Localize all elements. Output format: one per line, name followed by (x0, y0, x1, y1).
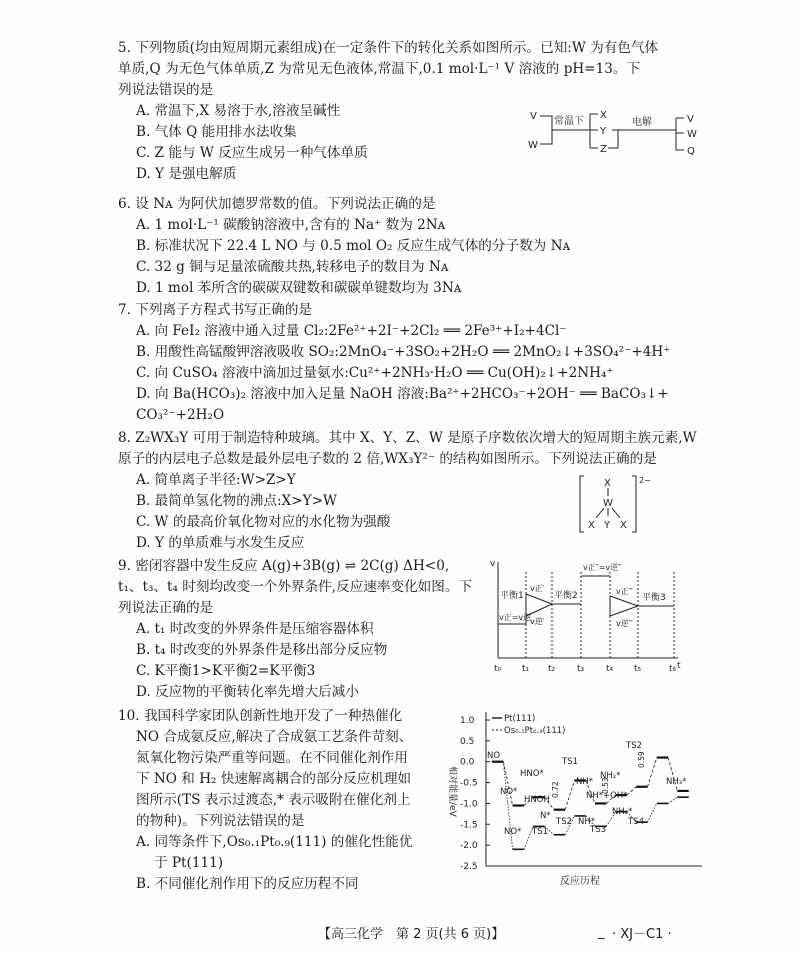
pt-connector (648, 758, 657, 787)
q9-stem-line2: t₁、t₃、t₄ 时刻均改变一个外界条件,反应速率变化如图。下 (118, 579, 473, 595)
q8-stem-line1: 8. Z₂WX₃Y 可用于制造特种玻璃。其中 X、Y、Z、W 是原子序数依次增大的短周期主族元素,W (118, 430, 697, 446)
q7-stem: 7. 下列离子方程式书写正确的是 (118, 302, 313, 318)
q5-diagram-v-in: V (530, 111, 537, 122)
q9-eq1-label: 平衡1 (500, 591, 524, 601)
q9-option-b: B. t₄ 时改变的外界条件是移出部分反应物 (136, 642, 388, 658)
species-os-nh: NH* (578, 817, 595, 827)
species-os-ts2: TS2 (556, 817, 572, 827)
q7-option-c: C. 向 CuSO₄ 溶液中滴加过量氨水:Cu²⁺+2NH₃·H₂O ══ Cu(OH)₂↓+2NH₄⁺ (136, 365, 614, 381)
species-hnoh: HNOH (524, 795, 550, 805)
q10-option-a-line2: 于 Pt(111) (154, 855, 224, 871)
species-nh-oh: NH*+OH* (586, 791, 628, 801)
q10-stem-line3: 氮氧化物污染严重等问题。在不同催化剂作用 (136, 750, 408, 766)
species-os-ts4: TS4 (628, 817, 644, 827)
footer-page-info: 【高三化学 第 2 页(共 6 页)】 (318, 927, 505, 942)
energy-ytick-label: 0.5 (460, 736, 475, 747)
q5-diagram-cond1: 常温下 (554, 116, 584, 127)
ospt-connector (668, 797, 677, 803)
q9-tick-t5: t₅ (634, 664, 642, 674)
q8-stem-line2: 原子的内层电子总数是最外层电子数的 2 倍,WX₃Y²⁻ 的结构如图所示。下列说法正确的是 (118, 451, 657, 467)
q9-tick-t1: t₁ (522, 664, 530, 674)
q9-tick-t4: t₄ (606, 664, 614, 674)
q8-option-a: A. 简单离子半径:W>Z>Y (136, 472, 296, 488)
q5-diagram-z: Z (600, 144, 607, 155)
energy-ytick-label: 1.0 (460, 716, 475, 726)
q8-atom-mid: Y (604, 520, 611, 531)
q10-stem-line2: NO 合成氨反应,解决了合成氨工艺条件苛刻、 (136, 729, 413, 745)
q8-option-c: C. W 的最高价氧化物对应的水化物为强酸 (136, 514, 391, 530)
question-7 (118, 300, 703, 426)
q6-option-a: A. 1 mol·L⁻¹ 碳酸钠溶液中,含有的 Na⁺ 数为 2Nᴀ (136, 217, 446, 233)
q6-option-c: C. 32 g 铜与足量浓硫酸共热,转移电子的数目为 Nᴀ (136, 259, 449, 275)
q10-option-b: B. 不同催化剂作用下的反应历程不同 (136, 876, 359, 892)
q6-option-d: D. 1 mol 苯所含的碳碳双键数和碳碳单键数均为 3Nᴀ (136, 280, 462, 296)
q10-stem-line4: 下 NO 和 H₂ 快速解离耦合的部分反应机理如 (136, 771, 412, 787)
legend-pt: Pt(111) (504, 714, 536, 724)
pt-connector (503, 762, 512, 806)
energy-xlabel: 反应历程 (560, 876, 600, 887)
q8-atom-center: W (603, 498, 613, 509)
q6-stem: 6. 设 Nᴀ 为阿伏加德罗常数的值。下列说法正确的是 (118, 196, 436, 212)
energy-ytick-label: -2.5 (460, 862, 478, 872)
energy-ytick-label: -1.5 (460, 820, 478, 831)
barrier-3: 0.59 (637, 751, 646, 768)
q8-atom-right: X (620, 520, 627, 531)
q10-option-a-line1: A. 同等条件下,Os₀.₁Pt₀.₉(111) 的催化性能优 (136, 834, 413, 850)
q9-option-a: A. t₁ 时改变的外界条件是压缩容器体积 (136, 621, 374, 637)
q9-vfwd1-label: v正′ (530, 584, 545, 593)
q5-option-a: A. 常温下,X 易溶于水,溶液呈碱性 (136, 103, 341, 119)
q5-option-b: B. 气体 Q 能用排水法收集 (136, 124, 297, 140)
question-6 (118, 194, 703, 299)
energy-ytick-label: -0.5 (460, 778, 478, 789)
q9-eq3-label: 平衡3 (642, 593, 666, 603)
q9-stem-line1: 9. 密闭容器中发生反应 A(g)+3B(g) ⇌ 2C(g) ΔH<0, (118, 558, 450, 574)
q9-rate-chart (486, 556, 686, 678)
q8-atom-left: X (588, 520, 595, 531)
species-ts1: TS1 (562, 757, 578, 767)
q7-option-d-line1: D. 向 Ba(HCO₃)₂ 溶液中加入足量 NaOH 溶液:Ba²⁺+2HCO₃⁻+2OH⁻ ══ BaCO₃↓+ (136, 386, 669, 402)
q5-diagram-q-out: Q (687, 146, 695, 157)
q9-eq2-label: 平衡2 (554, 591, 578, 601)
q8-wx3y-structure (578, 474, 658, 536)
energy-profile-chart (440, 706, 710, 896)
q8-atom-top: X (604, 478, 611, 489)
q8-option-b: B. 最简单氢化物的沸点:X>Y>W (136, 493, 337, 509)
species-no-ads: NO* (500, 787, 518, 797)
question-10 (118, 706, 448, 895)
q9-tick-t2: t₂ (548, 664, 556, 674)
q9-tick-t6: t₆ (669, 664, 677, 674)
species-ts2: TS2 (626, 741, 642, 751)
q9-option-d: D. 反应物的平衡转化率先增大后减小 (136, 684, 359, 700)
species-os-no: NO* (504, 827, 522, 837)
pt-connector (627, 787, 636, 795)
q5-diagram-x: X (600, 110, 607, 121)
q7-option-b: B. 用酸性高锰酸钾溶液吸收 SO₂:2MnO₄⁻+3SO₂+2H₂O ══ 2MnO₂↓+3SO₄²⁻+4H⁺ (136, 344, 671, 360)
q5-option-c: C. Z 能与 W 反应生成另一种气体单质 (136, 145, 368, 161)
species-no: NO (487, 751, 501, 761)
species-os-ts3: TS3 (590, 825, 606, 835)
q9-tick-t3: t₃ (577, 664, 585, 674)
q9-vrev2-label: v逆‴ (616, 619, 633, 628)
barrier-1: 0.72 (551, 781, 560, 798)
footer-code: · XJ－C1 · (612, 927, 672, 942)
q9-stem-line3: 列说法正确的是 (118, 600, 214, 616)
q8-charge: 2− (639, 476, 651, 485)
species-nh2: NH₂* (600, 771, 621, 781)
q8-option-d: D. Y 的单质难与水发生反应 (136, 535, 305, 551)
q5-conversion-diagram (526, 104, 706, 162)
q9-vrev1-label: v逆′ (530, 617, 545, 626)
q5-diagram-v-out: V (687, 114, 694, 125)
q10-stem-line6: 的物种)。下列说法错误的是 (136, 813, 305, 829)
q5-diagram-cond2: 电解 (632, 117, 652, 128)
q9-v-axis: v (490, 559, 496, 569)
footer-dash: _ (598, 925, 605, 940)
pt-connector (565, 780, 574, 809)
q5-stem-line2: 单质,Q 为无色气体单质,Z 为常见无色液体,常温下,0.1 mol·L⁻¹ V 溶液的 pH=13。下 (118, 61, 641, 77)
q9-vfwd2-label: v正‴ (616, 587, 633, 596)
energy-ytick-label: 0.0 (460, 757, 475, 768)
q5-stem-line3: 列说法错误的是 (118, 82, 214, 98)
q9-veq-label: v正=v逆 (499, 613, 532, 622)
energy-ytick-label: -2.0 (460, 841, 478, 852)
q9-option-c: C. K平衡1>K平衡2=K平衡3 (136, 663, 316, 679)
q7-option-d-line2: CO₃²⁻+2H₂O (136, 407, 225, 423)
species-nh: NH* (576, 777, 593, 787)
q7-option-a: A. 向 FeI₂ 溶液中通入过量 Cl₂:2Fe²⁺+2I⁻+2Cl₂ ══ 2Fe³⁺+I₂+4Cl⁻ (136, 323, 567, 339)
q5-diagram-y: Y (600, 126, 607, 137)
ospt-connector (648, 803, 657, 822)
barrier-2: 0.53 (601, 777, 610, 794)
q6-option-b: B. 标准状况下 22.4 L NO 与 0.5 mol O₂ 反应生成气体的分子数为 Nᴀ (136, 238, 571, 254)
q10-stem-line5: 图所示(TS 表示过渡态,* 表示吸附在催化剂上 (136, 792, 411, 808)
q10-stem-line1: 10. 我国科学家团队创新性地开发了一种热催化 (118, 708, 403, 724)
species-nh3: NH₃* (666, 777, 687, 787)
energy-ytick-label: -1.0 (460, 799, 478, 810)
species-os-n: N* (540, 811, 551, 821)
species-hno: HNO* (520, 769, 544, 779)
q9-veq2-label: v正″=v逆″ (583, 563, 622, 572)
species-os-ts1: TS1 (532, 827, 548, 837)
legend-ospt: Os₀.₁Pt₀.₉(111) (504, 726, 566, 736)
q5-diagram-w-out: W (687, 129, 697, 140)
q9-tick-t0: t₀ (494, 664, 502, 674)
q9-t-axis: t (677, 661, 681, 671)
q5-option-d: D. Y 是强电解质 (136, 166, 237, 182)
q5-stem-line1: 5. 下列物质(均由短周期元素组成)在一定条件下的转化关系如图所示。已知:W 为有色气体 (118, 40, 659, 56)
q5-diagram-w-in: W (528, 140, 538, 151)
energy-ylabel: 相对能量/eV (447, 766, 457, 817)
species-os-nh2: NH₂* (612, 807, 633, 817)
